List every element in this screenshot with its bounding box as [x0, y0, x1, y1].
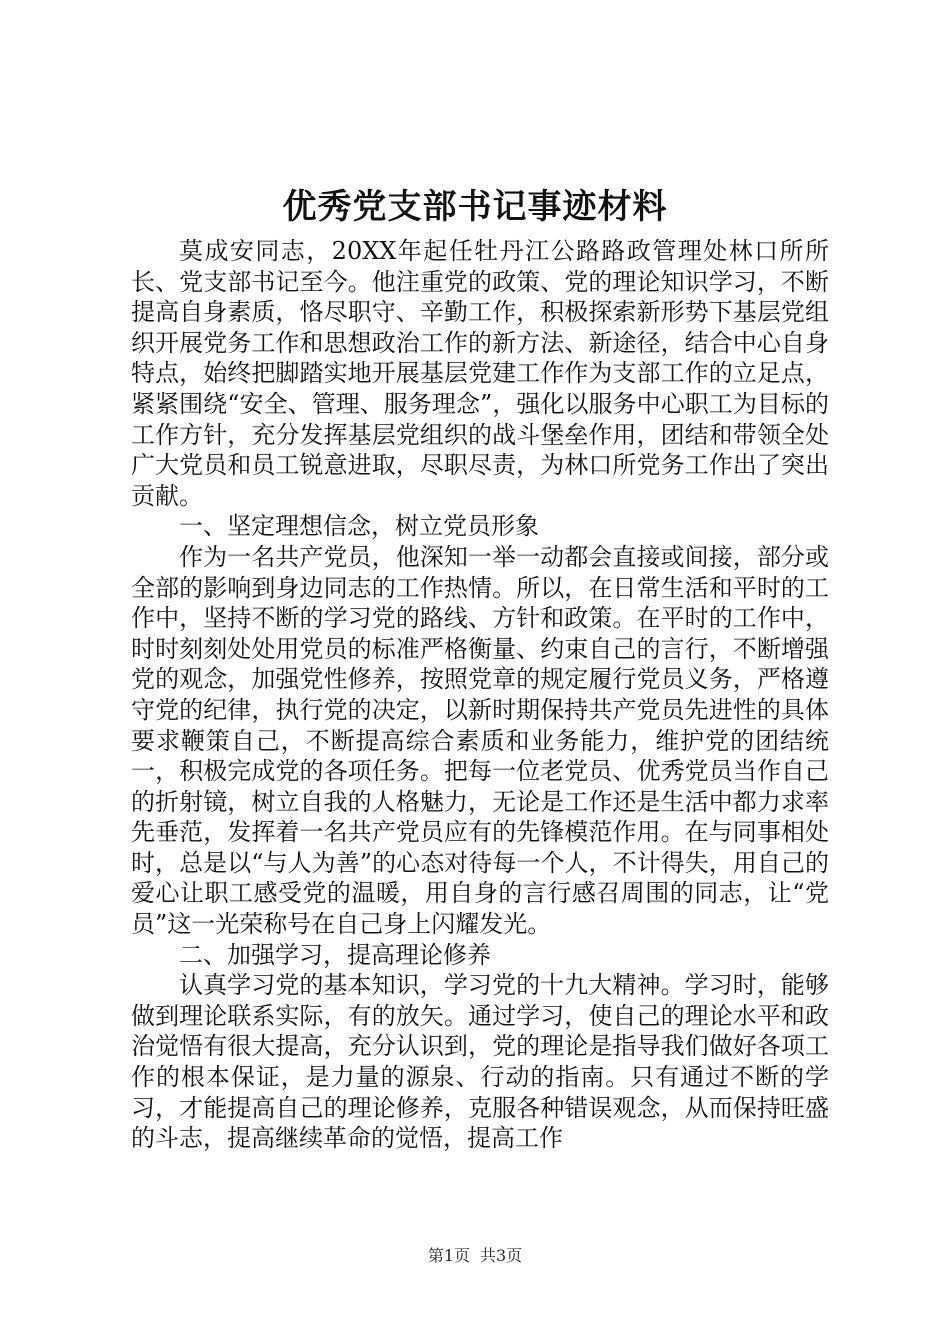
document-body	[131, 236, 829, 1154]
paragraph-intro: 莫成安同志，20XX年起任牡丹江公路路政管理处林口所所长、党支部书记至今。他注重党的政策、党的理论知识学习，不断提高自身素质，恪尽职守、辛勤工作，积极探索新形势下基层党组织开展党务工作和思想政治工作的新方法、新途径，结合中心自身特点，始终把脚踏实地开展基层党建工作作为支部工作的立足点，紧紧围绕“安全、管理、服务理念”，强化以服务中心职工为目标的工作方针，充分发挥基层党组织的战斗堡垒作用，团结和带领全处广大党员和员工锐意进取，尽职尽责，为林口所党务工作出了突出贡献。	[131, 237, 829, 510]
document-title: 优秀党支部书记事迹材料	[282, 187, 668, 227]
section-heading-2: 二、加强学习，提高理论修养	[179, 940, 491, 969]
page-number: 第1页	[427, 1246, 470, 1265]
page-total: 共3页	[480, 1246, 523, 1265]
section-heading-1: 一、坚定理想信念，树立党员形象	[179, 512, 539, 541]
page-footer	[0, 1245, 950, 1267]
paragraph-section-1: 作为一名共产党员，他深知一举一动都会直接或间接，部分或全部的影响到身边同志的工作热情。所以，在日常生活和平时的工作中，坚持不断的学习党的路线、方针和政策。在平时的工作中，时时刻刻处处用党员的标准严格衡量、约束自己的言行，不断增强党的观念，加强党性修养，按照党章的规定履行党员义务，严格遵守党的纪律，执行党的决定，以新时期保持共产党员先进性的具体要求鞭策自己，不断提高综合素质和业务能力，维护党的团结统一，积极完成党的各项任务。把每一位老党员、优秀党员当作自己的折射镜，树立自我的人格魅力，无论是工作还是生活中都力求率先垂范，发挥着一名共产党员应有的先锋模范作用。在与同事相处时，总是以“与人为善”的心态对待每一个人，不计得失，用自己的爱心让职工感受党的温暖，用自身的言行感召周围的同志，让“党员”这一光荣称号在自己身上闪耀发光。	[131, 542, 829, 939]
paragraph-section-2: 认真学习党的基本知识，学习党的十九大精神。学习时，能够做到理论联系实际，有的放矢。通过学习，使自己的理论水平和政治觉悟有很大提高，充分认识到，党的理论是指导我们做好各项工作的根本保证，是力量的源泉、行动的指南。只有通过不断的学习，才能提高自己的理论修养，克服各种错误观念，从而保持旺盛的斗志，提高继续革命的觉悟，提高工作	[131, 971, 829, 1153]
